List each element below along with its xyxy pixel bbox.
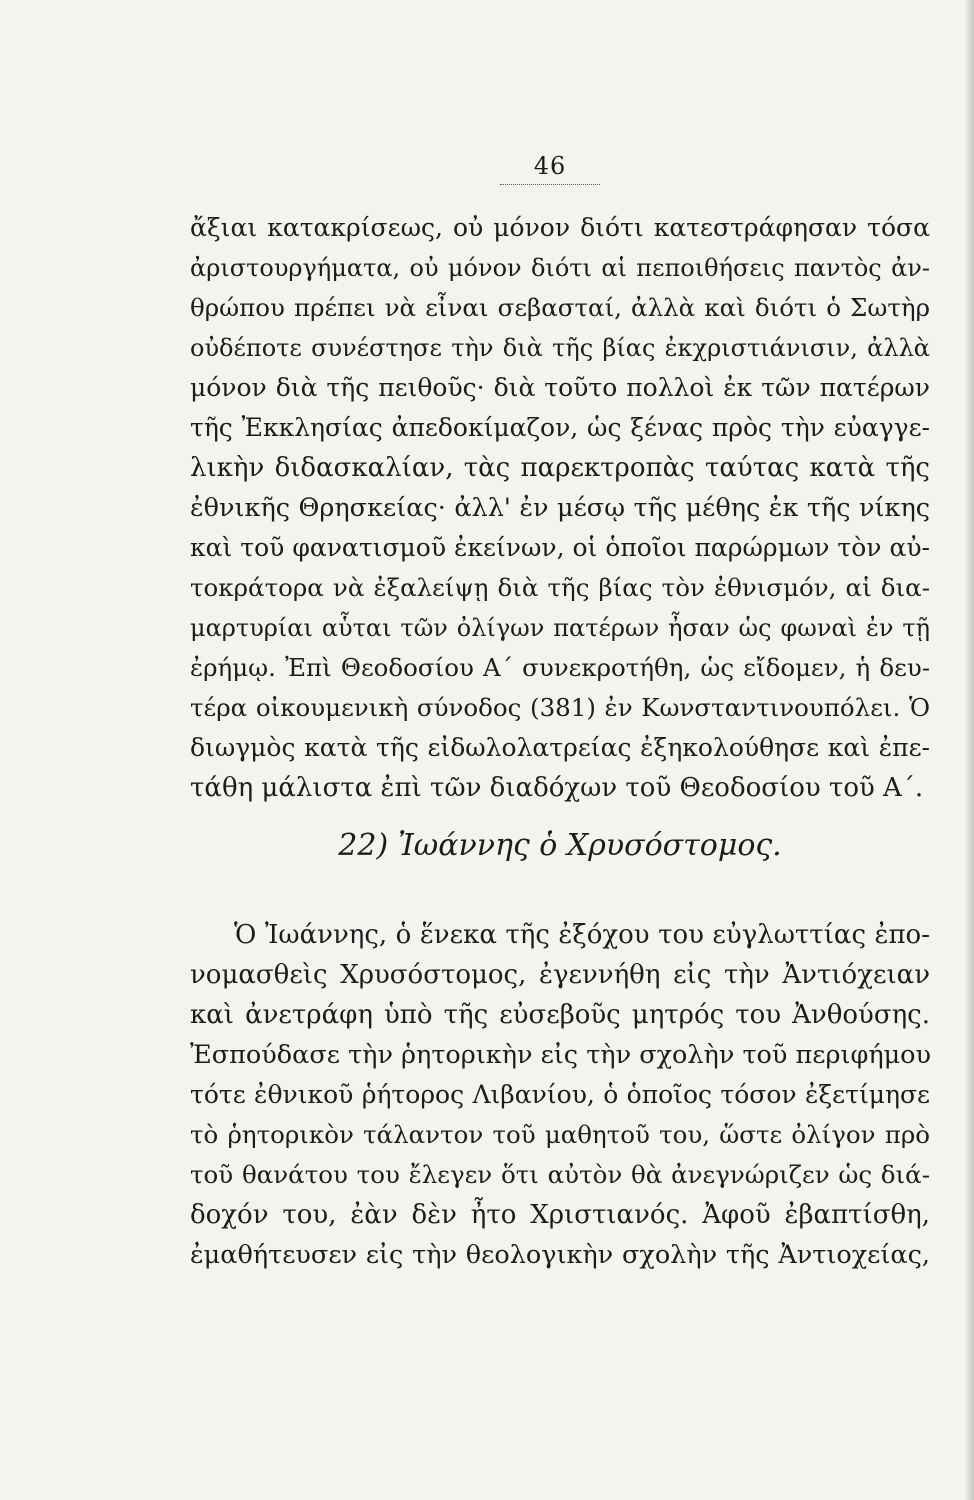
text-line: Ὁ Ἰωάννης, ὁ ἕνεκα τῆς ἐξόχου του εὐγλωττίας ἐπο- [234, 920, 930, 950]
text-line: τῆς Ἐκκλησίας ἀπεδοκίμαζον, ὡς ξένας πρὸς τὴν εὐαγγε- [190, 413, 930, 442]
text-line: ἐθνικῆς Θρησκείας· ἀλλ' ἐν μέσῳ τῆς μέθης ἐκ τῆς νίκης [190, 493, 930, 523]
text-line: τὸ ῥητορικὸν τάλαντον τοῦ μαθητοῦ του, ὥστε ὀλίγον πρὸ [190, 1120, 930, 1149]
text-line: τέρα οἰκουμενικὴ σύνοδος (381) ἐν Κωνσταντινουπόλει. Ὁ [190, 693, 930, 722]
page-number-rule [500, 184, 600, 185]
text-line: τοῦ θανάτου του ἔλεγεν ὅτι αὐτὸν θὰ ἀνεγνώριζεν ὡς διά- [190, 1160, 930, 1189]
text-line: Ἐσπούδασε τὴν ῥητορικὴν εἰς τὴν σχολὴν τοῦ περιφήμου [190, 1040, 932, 1070]
page-edge-shadow [964, 0, 974, 1500]
text-line: τοκράτορα νὰ ἐξαλείψῃ διὰ τῆς βίας τὸν ἐθνισμόν, αἱ δια- [190, 573, 930, 602]
paragraph-2 [190, 915, 930, 1275]
text-line: καὶ τοῦ φανατισμοῦ ἐκείνων, οἱ ὁποῖοι παρώρμων τὸν αὐ- [190, 533, 930, 562]
text-line: ἐρήμῳ. Ἐπὶ Θεοδοσίου Α΄ συνεκροτήθη, ὡς εἴδομεν, ἡ δευ- [190, 653, 930, 682]
section-heading [190, 826, 930, 866]
text-line: ἀριστουργήματα, οὐ μόνον διότι αἱ πεποιθήσεις παντὸς ἀν- [190, 254, 930, 282]
text-line: ἐμαθήτευσεν εἰς τὴν θεολογικὴν σχολὴν τῆς Ἀντιοχείας, [190, 1240, 930, 1270]
text-line: θρώπου πρέπει νὰ εἶναι σεβασταί, ἀλλὰ καὶ διότι ὁ Σωτὴρ [190, 293, 930, 322]
text-line: τότε ἐθνικοῦ ῥήτορος Λιβανίου, ὁ ὁποῖος τόσον ἐξετίμησε [190, 1080, 930, 1109]
text-line: νομασθεὶς Χρυσόστομος, ἐγεννήθη εἰς τὴν Ἀντιόχειαν [190, 960, 930, 990]
section-number: 22) [338, 828, 389, 863]
text-line: τάθη μάλιστα ἐπὶ τῶν διαδόχων τοῦ Θεοδοσίου τοῦ Α΄. [190, 773, 924, 803]
text-line: ἄξιαι κατακρίσεως, οὐ μόνον διότι κατεστράφησαν τόσα [190, 213, 930, 242]
text-line: διωγμὸς κατὰ τῆς εἰδωλολατρείας ἐξηκολούθησε καὶ ἐπε- [190, 733, 930, 762]
page-number: 46 [533, 152, 567, 180]
section-title: Ἰωάννης ὁ Χρυσόστομος. [398, 828, 782, 863]
text-line: μόνον διὰ τῆς πειθοῦς· διὰ τοῦτο πολλοὶ ἐκ τῶν πατέρων [190, 373, 930, 402]
paragraph-1 [190, 208, 930, 808]
text-line: καὶ ἀνετράφη ὑπὸ τῆς εὐσεβοῦς μητρός του Ἀνθούσης. [190, 1000, 930, 1030]
text-line: μαρτυρίαι αὗται τῶν ὀλίγων πατέρων ἦσαν ὡς φωναὶ ἐν τῇ [190, 614, 930, 642]
text-line: οὐδέποτε συνέστησε τὴν διὰ τῆς βίας ἐκχριστιάνισιν, ἀλλὰ [190, 334, 930, 362]
text-line: λικὴν διδασκαλίαν, τὰς παρεκτροπὰς ταύτας κατὰ τῆς [190, 453, 930, 483]
text-line: δοχόν του, ἐὰν δὲν ἦτο Χριστιανός. Ἀφοῦ ἐβαπτίσθη, [190, 1200, 930, 1230]
